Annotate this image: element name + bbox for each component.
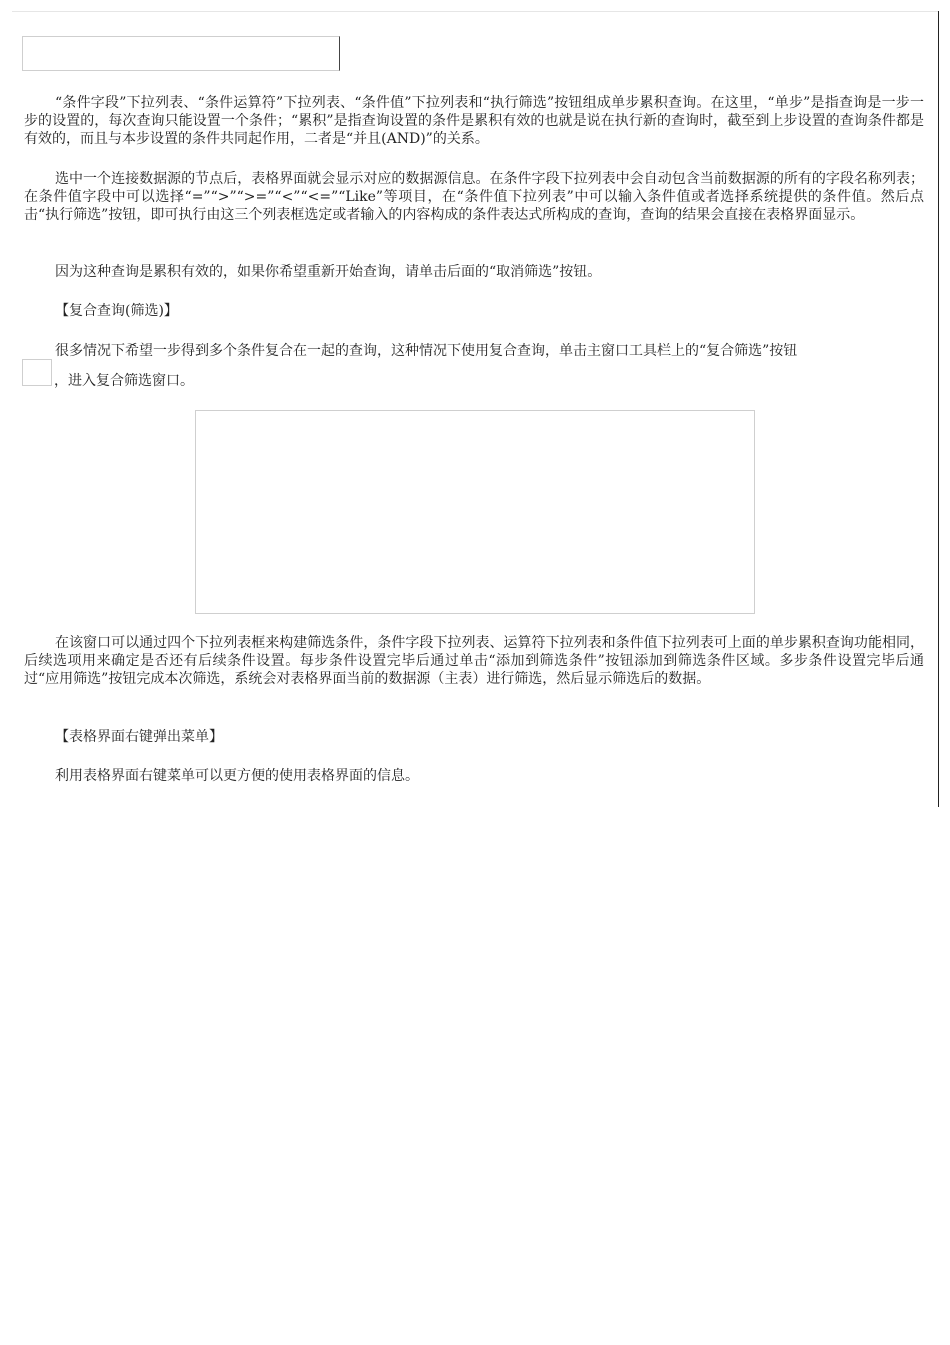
section-heading-compound-query: 【复合查询(筛选)】 <box>55 303 178 319</box>
compound-filter-window-image <box>195 410 755 614</box>
right-divider <box>938 11 939 807</box>
paragraph-compound-query-intro: 很多情况下希望一步得到多个条件复合在一起的查询，这种情况下使用复合查询，单击主窗口工具栏上的“复合筛选”按钮 <box>55 343 798 359</box>
top-divider <box>12 11 938 12</box>
section-heading-context-menu: 【表格界面右键弹出菜单】 <box>55 729 223 745</box>
paragraph-compound-filter-window: 在该窗口可以通过四个下拉列表框来构建筛选条件，条件字段下拉列表、运算符下拉列表和条件值下拉列表可上面的单步累积查询功能相同，后续选项用来确定是否还有后续条件设置。每步条件设置完毕后通过单击“添加到筛选条件”按钮添加到筛选条件区域。多步条件设置完毕后通过“应用筛选”按钮完成本次筛选，系统会对表格界面当前的数据源（主表）进行筛选，然后显示筛选后的数据。 <box>24 635 924 687</box>
paragraph-data-source-selection: 选中一个连接数据源的节点后，表格界面就会显示对应的数据源信息。在条件字段下拉列表中会自动包含当前数据源的所有的字段名称列表；在条件值字段中可以选择“=”“>”“>=”“<”“<=”“Like”等项目，在“条件值下拉列表”中可以输入条件值或者选择系统提供的条件值。然后点击“执行筛选”按钮，即可执行由这三个列表框选定或者输入的内容构成的条件表达式所构成的查询，查询的结果会直接在表格界面显示。 <box>24 171 924 223</box>
paragraph-compound-query-continuation: ，进入复合筛选窗口。 <box>54 373 194 389</box>
paragraph-cancel-filter: 因为这种查询是累积有效的，如果你希望重新开始查询，请单击后面的“取消筛选”按钮。 <box>55 264 602 280</box>
compound-filter-button-icon <box>22 359 52 386</box>
toolbar-screenshot-image <box>22 36 340 71</box>
paragraph-context-menu: 利用表格界面右键菜单可以更方便的使用表格界面的信息。 <box>55 768 419 784</box>
paragraph-single-step-query: “条件字段”下拉列表、“条件运算符”下拉列表、“条件值”下拉列表和“执行筛选”按钮组成单步累积查询。在这里，“单步”是指查询是一步一步的设置的，每次查询只能设置一个条件；“累积”是指查询设置的条件是累积有效的也就是说在执行新的查询时，截至到上步设置的查询条件都是有效的，而且与本步设置的条件共同起作用，二者是“并且(AND)”的关系。 <box>24 95 924 147</box>
